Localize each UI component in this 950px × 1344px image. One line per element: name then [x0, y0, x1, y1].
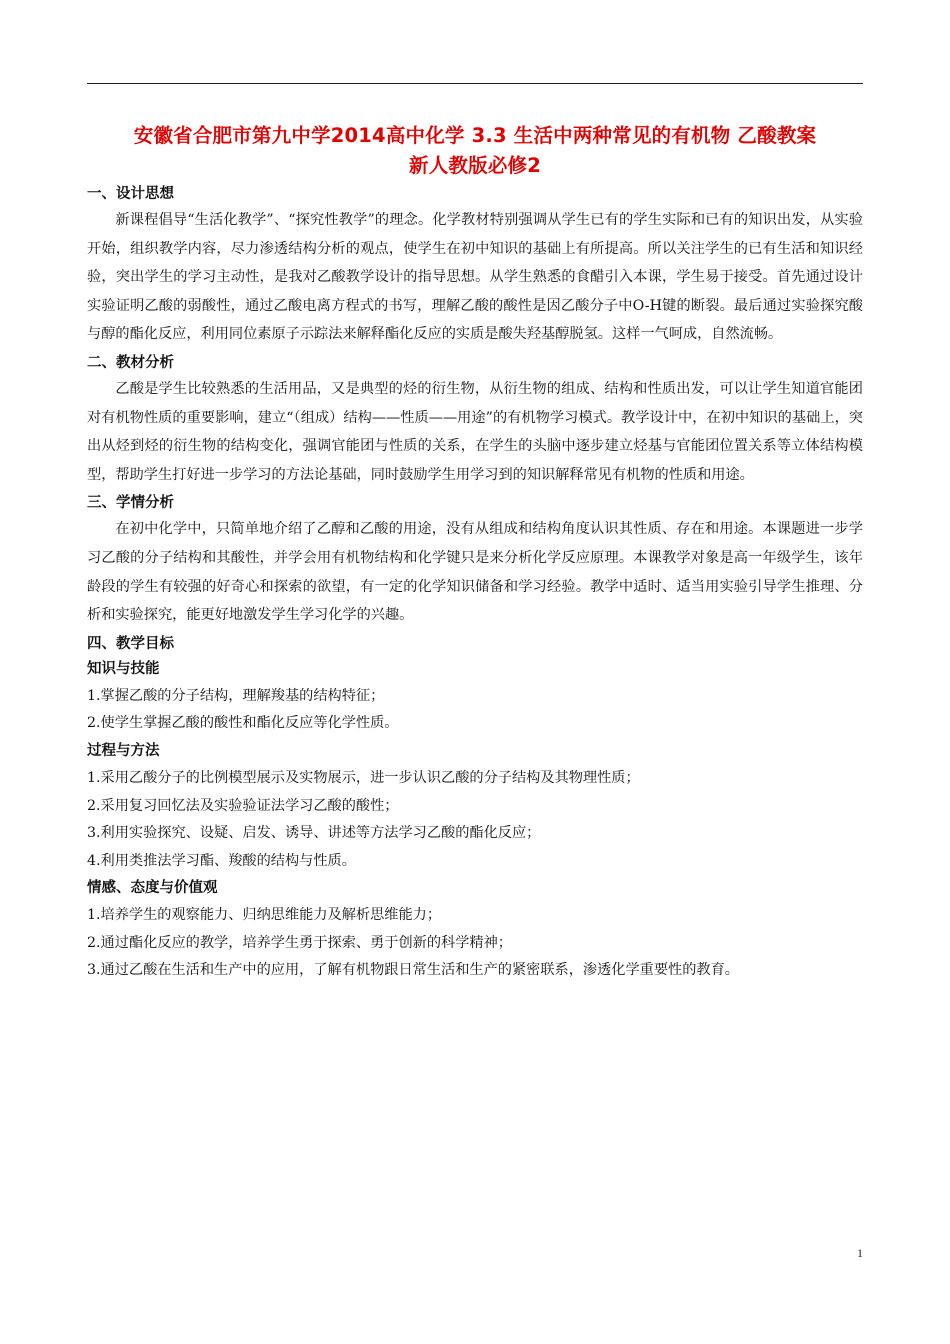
- document-title-line1: 安徽省合肥市第九中学2014高中化学 3.3 生活中两种常见的有机物 乙酸教案: [133, 124, 817, 147]
- list-item: 2.通过酯化反应的教学，培养学生勇于探索、勇于创新的科学精神；: [87, 934, 512, 951]
- section-heading-design: 一、设计思想: [87, 186, 174, 202]
- section-paragraph-material: 乙酸是学生比较熟悉的生活用品，又是典型的烃的衍生物，从衍生物的组成、结构和性质出发，可以让学生知道官能团对有机物性质的重要影响，建立“（组成）结构——性质——用途”的有机物学习模式。教学设计中，在初中知识的基础上，突出从烃到烃的衍生物的结构变化，强调官能团与性质的关系，在学生的头脑中逐步建立烃基与官能团位置关系等立体结构模型，帮助学生打好进一步学习的方法论基础，同时鼓励学生用学习到的知识解释常见有机物的性质和用途。: [87, 380, 863, 483]
- header-rule: [87, 83, 863, 84]
- document-title-line2: 新人教版必修2: [409, 154, 541, 177]
- list-item: 3.通过乙酸在生活和生产中的应用，了解有机物跟日常生活和生产的紧密联系，渗透化学重要性的教育。: [87, 962, 739, 979]
- list-item: 2.采用复习回忆法及实验验证法学习乙酸的酸性；: [87, 797, 399, 814]
- section-paragraph-students: 在初中化学中，只简单地介绍了乙醇和乙酸的用途，没有从组成和结构角度认识其性质、存在和用途。本课题进一步学习乙酸的分子结构和其酸性，并学会用有机物结构和化学键只是来分析化学反应原理。本课教学对象是高一年级学生，该年龄段的学生有较强的好奇心和探索的欲望，有一定的化学知识储备和学习经验。教学中适时、适当用实验引导学生推理、分析和实验探究，能更好地激发学生学习化学的兴趣。: [87, 521, 863, 624]
- subheading-knowledge: 知识与技能: [87, 660, 160, 677]
- list-item: 2.使学生掌握乙酸的酸性和酯化反应等化学性质。: [87, 715, 399, 732]
- subheading-process: 过程与方法: [87, 742, 160, 759]
- list-item: 3.利用实验探究、设疑、启发、诱导、讲述等方法学习乙酸的酯化反应；: [87, 825, 541, 842]
- list-item: 4.利用类推法学习酯、羧酸的结构与性质。: [87, 852, 356, 869]
- subheading-emotion: 情感、态度与价值观: [87, 880, 218, 897]
- section-paragraph-design: 新课程倡导“生活化教学”、“探究性教学”的理念。化学教材特别强调从学生已有的学生实际和已有的知识出发，从实验开始，组织教学内容，尽力渗透结构分析的观点，使学生在初中知识的基础上有所提高。所以关注学生的已有生活和知识经验，突出学生的学习主动性，是我对乙酸教学设计的指导思想。从学生熟悉的食醋引入本课，学生易于接受。首先通过设计实验证明乙酸的弱酸性，通过乙酸电离方程式的书写，理解乙酸的酸性是因乙酸分子中O-H键的断裂。最后通过实验探究酸与醇的酯化反应，利用同位素原子示踪法来解释酯化反应的实质是酸失羟基醇脱氢。这样一气呵成，自然流畅。: [87, 212, 863, 343]
- document-body: [87, 180, 863, 985]
- section-heading-material: 二、教材分析: [87, 354, 174, 371]
- list-item: 1.采用乙酸分子的比例模型展示及实物展示，进一步认识乙酸的分子结构及其物理性质；: [87, 769, 640, 786]
- list-item: 1.掌握乙酸的分子结构，理解羧基的结构特征；: [87, 687, 385, 704]
- list-item: 1.培养学生的观察能力、归纳思维能力及解析思维能力；: [87, 907, 442, 924]
- page-number: 1: [857, 1246, 863, 1260]
- section-heading-students: 三、学情分析: [87, 495, 174, 512]
- section-heading-goals: 四、教学目标: [87, 635, 174, 652]
